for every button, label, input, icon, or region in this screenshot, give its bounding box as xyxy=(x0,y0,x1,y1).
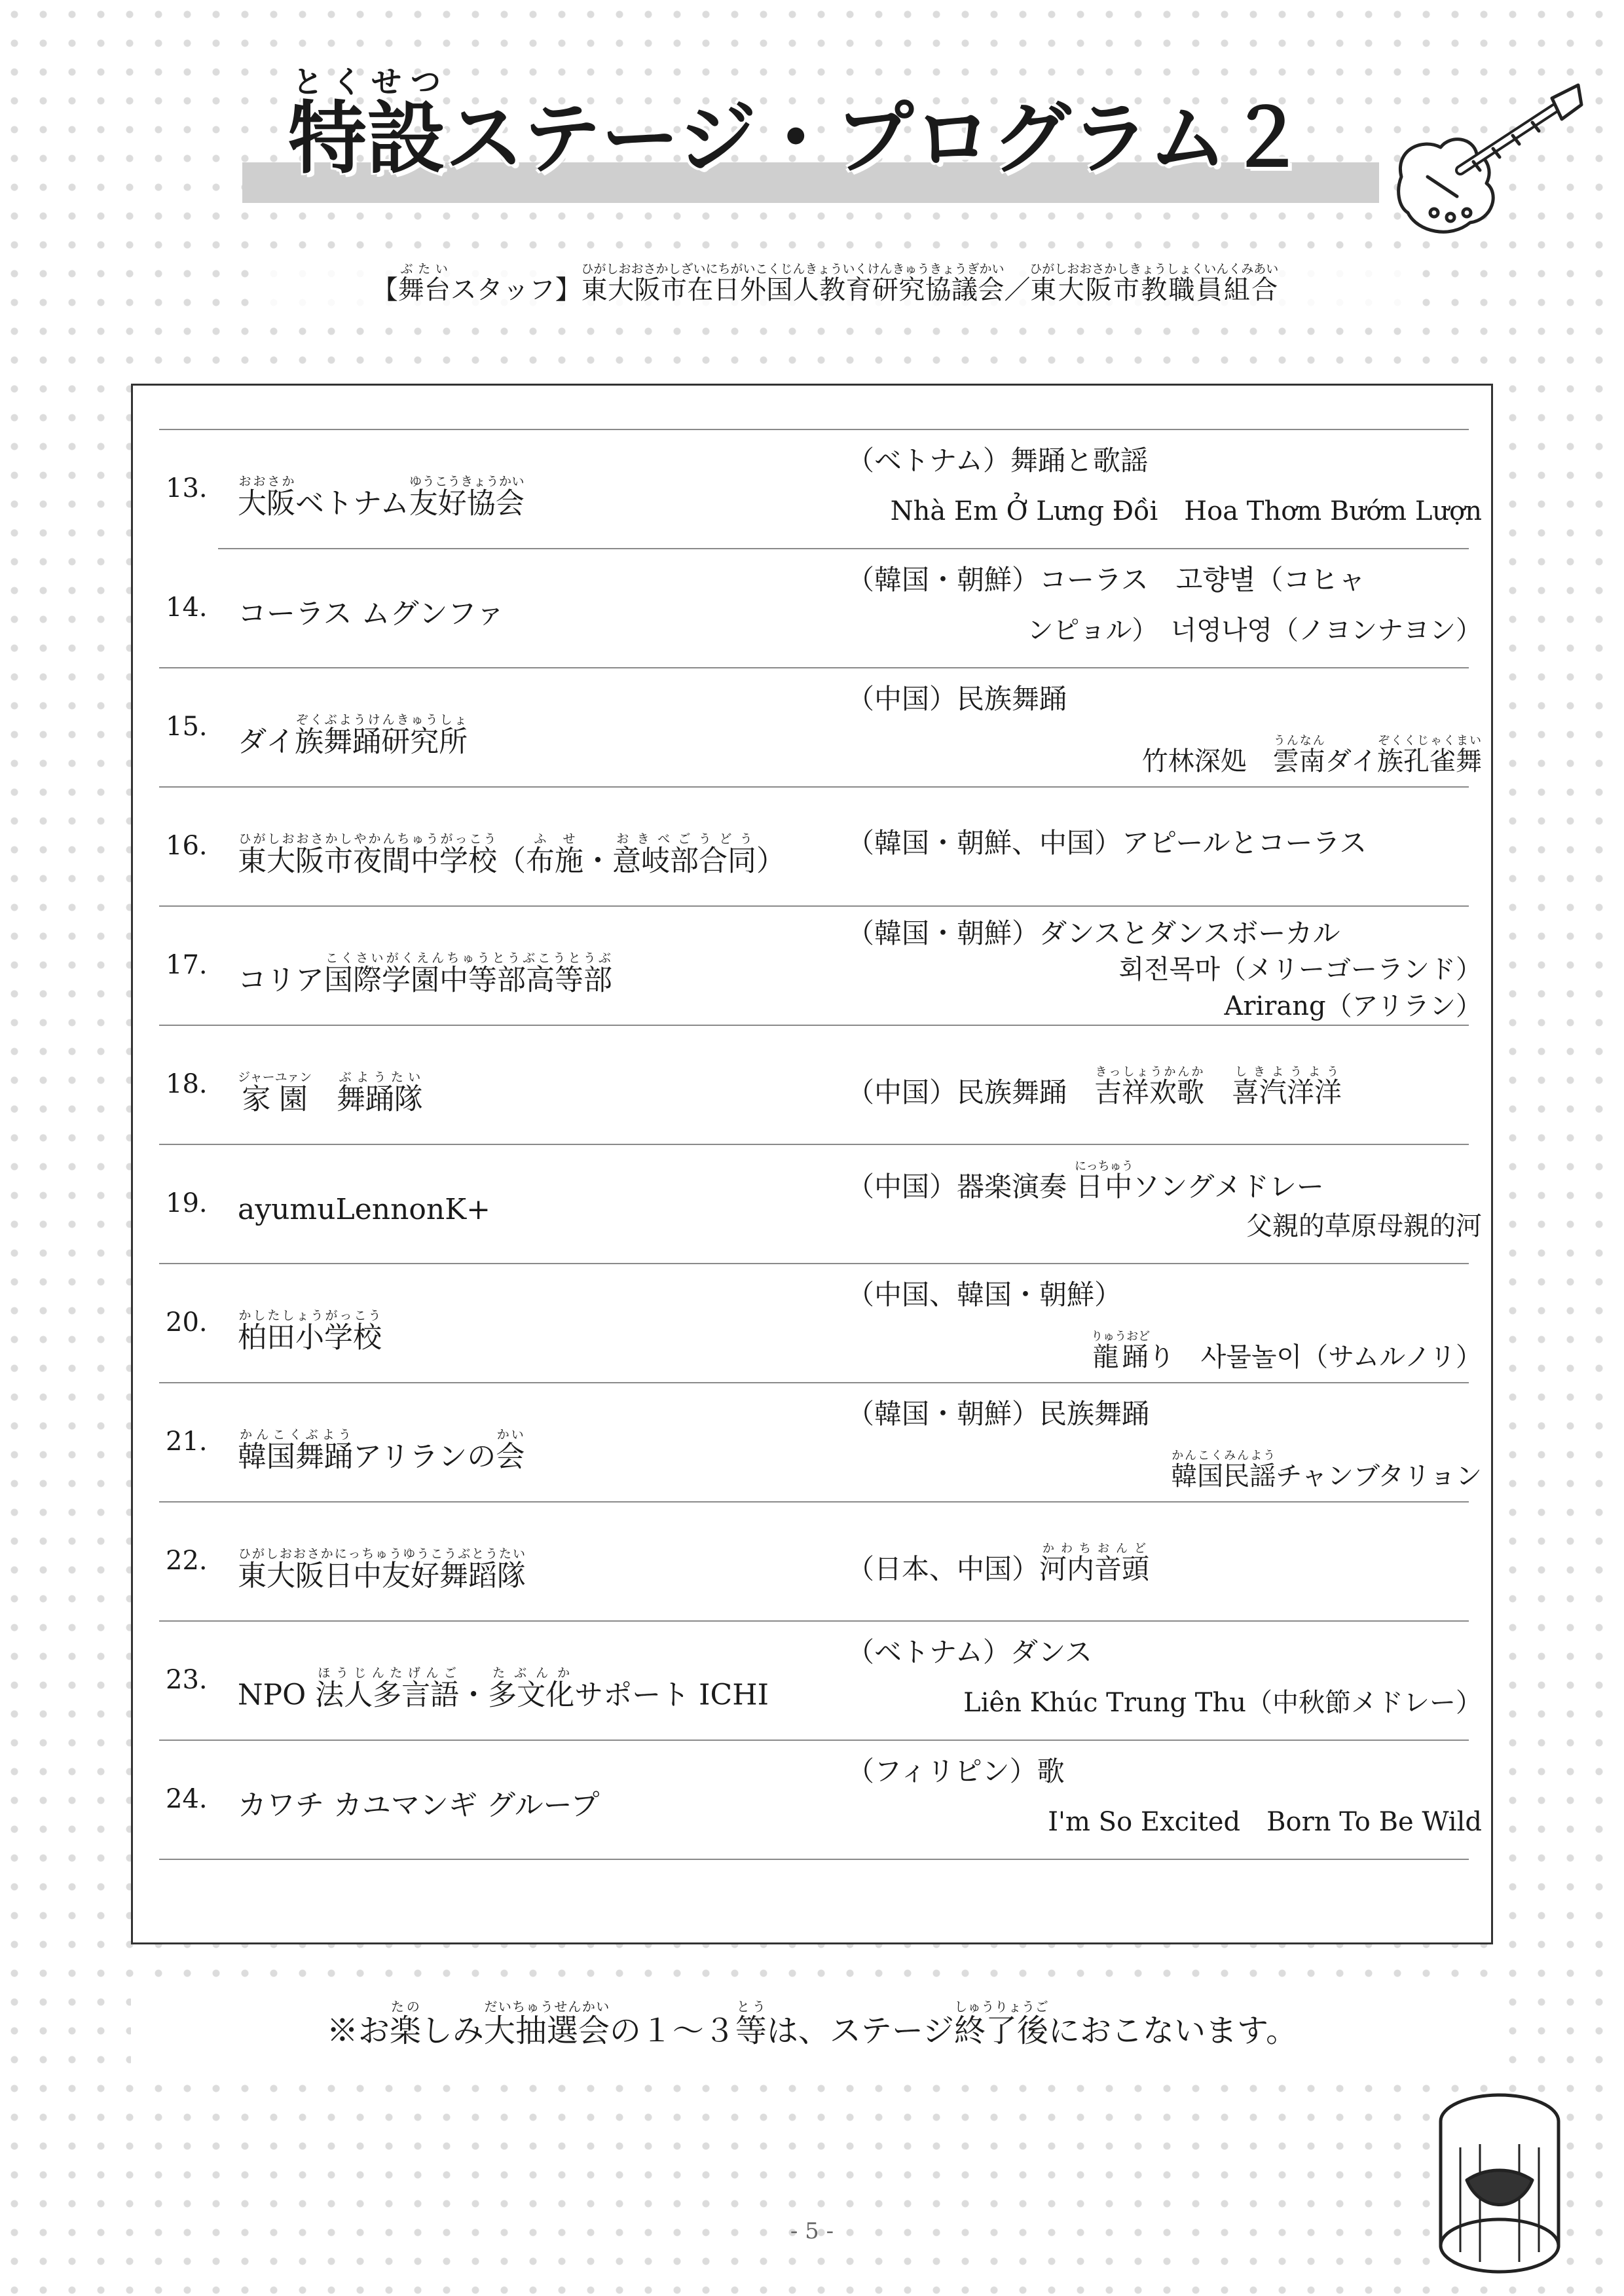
entry-number: 14. xyxy=(166,592,208,623)
performance-genre: （中国）器楽演奏 日中にっちゅうソングメドレー xyxy=(847,1159,1324,1203)
performance-title: Arirang（アリラン） xyxy=(1224,991,1482,1021)
entry-number: 23. xyxy=(166,1665,208,1695)
performance-title: I'm So Excited Born To Be Wild xyxy=(1048,1807,1482,1837)
ruby-text: 等とう xyxy=(735,1999,767,2049)
group-name: ayumuLennonK+ xyxy=(238,1193,490,1227)
program-entry xyxy=(133,1501,1495,1620)
performance-genre: （韓国・朝鮮）ダンスとダンスボーカル xyxy=(847,917,1340,949)
ruby-text: 家園ジャーユァン xyxy=(238,1070,312,1116)
performance-genre: （日本、中国）河内音頭かわちおんど xyxy=(847,1542,1150,1585)
ruby-text: 柏田小学校かしたしょうがっこう xyxy=(238,1308,382,1355)
group-name: ダイ族舞踊研究所ぞくぶようけんきゅうしょ xyxy=(238,712,468,759)
performance-genre: （韓国・朝鮮、中国）アピールとコーラス xyxy=(847,827,1367,859)
ruby-text: 河内音頭かわちおんど xyxy=(1039,1542,1150,1585)
program-table xyxy=(131,384,1493,1944)
ruby-text: 東大阪日中友好舞蹈隊ひがしおおさかにっちゅうゆうこうぶとうたい xyxy=(238,1546,526,1593)
page-number: - 5 - xyxy=(790,2218,834,2244)
program-entry xyxy=(133,548,1495,667)
staff-org-1: 東大阪市在日外国人教育研究協議会ひがしおおさかしざいにちがいこくじんきょういくけんきゅうきょうぎかい xyxy=(581,262,1005,305)
ruby-text: 東大阪市夜間中学校ひがしおおさかしやかんちゅうがっこう xyxy=(238,831,497,878)
performance-genre: （中国）民族舞踊 xyxy=(847,683,1067,715)
group-name xyxy=(238,1308,945,1355)
performance xyxy=(847,1144,1482,1263)
row-divider xyxy=(159,1859,1469,1860)
ruby-text: 法人多言語ほうじんたげんご xyxy=(315,1666,460,1712)
performance-title: 父親的草原母親的河 xyxy=(1246,1211,1482,1241)
group-name xyxy=(238,1070,945,1117)
ruby-text: 吉祥欢歌きっしょうかんか xyxy=(1094,1065,1205,1108)
performance-genre: （ベトナム）舞踊と歌謡 xyxy=(847,445,1148,477)
ruby-text: 会かい xyxy=(496,1427,525,1474)
program-entry xyxy=(133,1263,1495,1382)
performance xyxy=(847,667,1482,786)
stage-staff-line: 【舞台ぶたいスタッフ】東大阪市在日外国人教育研究協議会ひがしおおさかしざいにちがいこくじんきょういくけんきゅうきょうぎかい／東大阪市教職員組合ひがしおおさかしきょうしょくいんくみあい xyxy=(249,262,1401,327)
performance-title: 龍踊りゅうおどり 사물놀이（サムルノリ） xyxy=(1091,1330,1482,1372)
entry-number: 20. xyxy=(166,1307,208,1338)
entry-number: 15. xyxy=(166,712,208,742)
ruby-text: 日中にっちゅう xyxy=(1074,1159,1134,1203)
program-entry xyxy=(133,667,1495,786)
ruby-text: 韓国民謡かんこくみんよう xyxy=(1171,1449,1276,1491)
performance-title: Liên Khúc Trung Thu（中秋節メドレー） xyxy=(963,1688,1482,1718)
performance-title: ンピョル） 너영나영（ノヨンナヨン） xyxy=(1027,615,1482,646)
entry-number: 16. xyxy=(166,831,208,861)
entry-number: 19. xyxy=(166,1188,208,1218)
ruby-text: 終了後しゅうりょうご xyxy=(954,1999,1049,2049)
ruby-text: 多文化たぶんか xyxy=(488,1666,575,1712)
entry-number: 13. xyxy=(166,473,208,503)
entry-number: 17. xyxy=(166,950,208,980)
group-name: カワチ カユマンギ グループ xyxy=(238,1789,600,1823)
performance xyxy=(847,548,1482,667)
group-name: 大阪おおさかベトナム友好協会ゆうこうきょうかい xyxy=(238,474,525,520)
performance-genre: （中国、韓国・朝鮮） xyxy=(847,1279,1122,1311)
ruby-text: 国際学園中等部高等部こくさいがくえんちゅうとうぶこうとうぶ xyxy=(324,951,612,997)
group-name xyxy=(238,1546,945,1594)
program-entry xyxy=(133,429,1495,548)
performance-genre: （フィリピン）歌 xyxy=(847,1755,1065,1787)
ruby-text: 族孔雀舞ぞくくじゃくまい xyxy=(1377,734,1482,776)
performance-title: Nhà Em Ở Lưng Đồi Hoa Thơm Bướm Lượn xyxy=(890,496,1482,526)
group-name: コーラス ムグンファ xyxy=(238,597,505,631)
program-entry xyxy=(133,1740,1495,1859)
ruby-text: 布施ふせ xyxy=(526,831,583,878)
performance xyxy=(847,905,1482,1025)
performance xyxy=(847,1382,1482,1501)
ruby-text: 楽たの xyxy=(389,1999,421,2049)
bass-guitar-icon xyxy=(1388,79,1585,249)
performance xyxy=(847,1620,1482,1740)
ruby-text: 友好協会ゆうこうきょうかい xyxy=(409,474,525,520)
group-name: 韓国舞踊かんこくぶようアリランの会かい xyxy=(238,1427,525,1474)
program-entry xyxy=(133,1382,1495,1501)
ruby-text: 舞踊隊ぶようたい xyxy=(336,1070,423,1116)
performance-title: 韓国民謡かんこくみんようチャンブタリョン xyxy=(1171,1449,1482,1491)
entry-number: 18. xyxy=(166,1069,208,1099)
performance-genre: （韓国・朝鮮）民族舞踊 xyxy=(847,1398,1150,1430)
program-entry xyxy=(133,1025,1495,1144)
ruby-text: 意岐部合同おきべごうどう xyxy=(612,831,756,878)
page-title xyxy=(288,65,1362,210)
performance-genre: （ベトナム）ダンス xyxy=(847,1636,1093,1668)
entry-number: 24. xyxy=(166,1784,208,1814)
performance xyxy=(847,1263,1482,1382)
performance xyxy=(847,1025,1482,1144)
entry-number: 21. xyxy=(166,1427,208,1457)
group-name: コリア国際学園中等部高等部こくさいがくえんちゅうとうぶこうとうぶ xyxy=(238,951,612,997)
performance xyxy=(847,1740,1482,1859)
ruby-text: 大抽選会だいちゅうせんかい xyxy=(483,1999,610,2049)
lantern-icon xyxy=(1401,2082,1598,2291)
program-entry xyxy=(133,1144,1495,1263)
ruby-text: 雲南うんなん xyxy=(1272,734,1325,776)
performance-title: 회전목마（メリーゴーランド） xyxy=(1118,955,1482,985)
program-entry xyxy=(133,905,1495,1025)
ruby-text: 喜汽洋洋しきようよう xyxy=(1232,1065,1342,1108)
lottery-note: ※お楽たのしみ大抽選会だいちゅうせんかいの１～３等とうは、ステージ終了後しゅうりょうごにおこないます。 xyxy=(131,1997,1493,2082)
program-entry xyxy=(133,786,1495,905)
group-name: 東大阪市夜間中学校ひがしおおさかしやかんちゅうがっこう（布施ふせ・意岐部合同おきべごうどう） xyxy=(238,831,785,878)
ruby-text: 韓国舞踊かんこくぶよう xyxy=(238,1427,353,1474)
ruby-text: 族舞踊研究所ぞくぶようけんきゅうしょ xyxy=(295,712,468,759)
program-entry xyxy=(133,1620,1495,1740)
performance xyxy=(847,786,1482,905)
ruby-text: 龍踊りゅうおど xyxy=(1091,1330,1151,1372)
staff-org-2: 東大阪市教職員組合ひがしおおさかしきょうしょくいんくみあい xyxy=(1029,262,1279,305)
performance xyxy=(847,1501,1482,1620)
group-name: NPO 法人多言語ほうじんたげんご・多文化たぶんかサポート ICHI xyxy=(238,1666,769,1712)
title-ruby: 特設とくせつ xyxy=(288,64,445,185)
performance xyxy=(847,429,1482,548)
entry-number: 22. xyxy=(166,1546,208,1576)
title-rest: ステージ・プログラム２ xyxy=(445,94,1306,185)
ruby-text: 大阪おおさか xyxy=(238,474,295,520)
performance-title: 竹林深処 雲南うんなんダイ族孔雀舞ぞくくじゃくまい xyxy=(1141,734,1482,776)
performance-genre: （韓国・朝鮮）コーラス 고향별（コヒャ xyxy=(847,564,1366,596)
performance-genre: （中国）民族舞踊 吉祥欢歌きっしょうかんか 喜汽洋洋しきようよう xyxy=(847,1065,1342,1108)
